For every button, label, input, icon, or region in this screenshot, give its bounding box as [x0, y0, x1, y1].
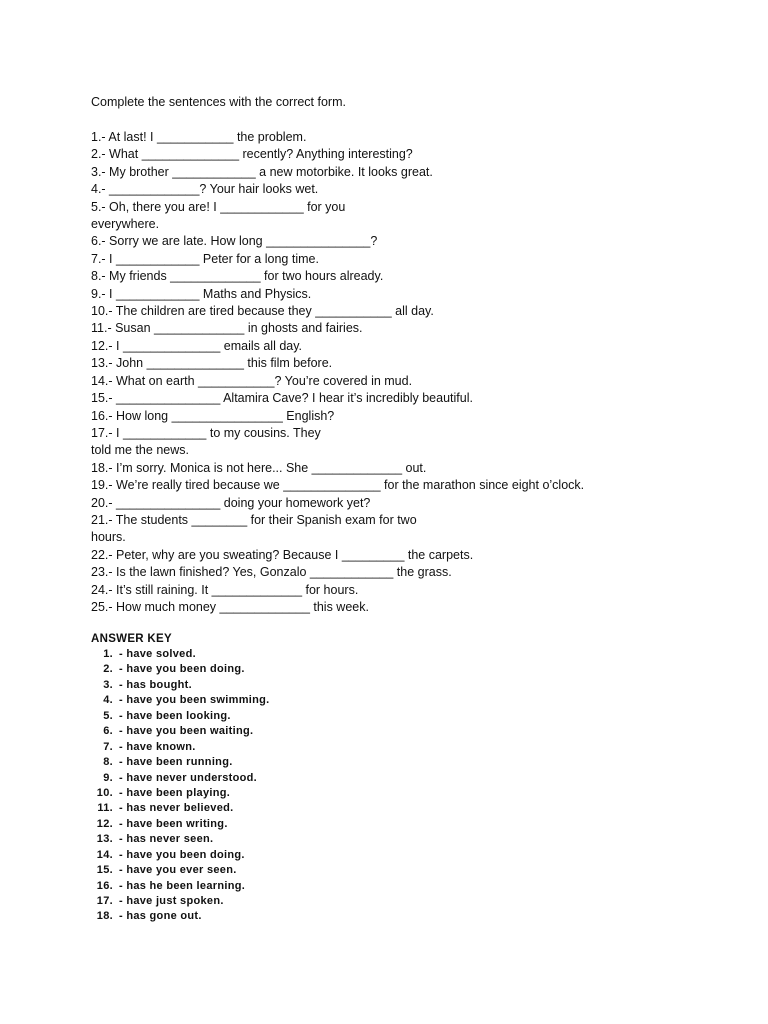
answer-item: [91, 786, 491, 801]
answer-item: [91, 863, 491, 878]
question-line: 15.- _______________ Altamira Cave? I hear it’s incredibly beautiful.: [91, 391, 473, 406]
answer-text: - have been writing.: [119, 817, 228, 830]
answer-number: 13.: [96, 833, 113, 846]
answer-text: - have you been waiting.: [119, 725, 254, 738]
question-line: 1.- At last! I ___________ the problem.: [91, 130, 307, 144]
question-line: 5.- Oh, there you are! I ____________ for you: [91, 199, 346, 214]
answer-item: [91, 693, 491, 708]
answer-text: - have you ever seen.: [119, 864, 237, 877]
answer-number: 2.: [103, 663, 113, 676]
answer-item: [91, 740, 491, 755]
answer-number: 1.: [103, 648, 113, 660]
answer-item: [91, 894, 491, 909]
answer-text: - have you been doing.: [119, 848, 245, 861]
question-line: everywhere.: [91, 217, 160, 232]
question-line: 20.- _______________ doing your homework yet?: [91, 495, 371, 510]
answer-item: [91, 724, 491, 739]
question-line: 19.- We’re really tired because we ______________ for the marathon since eight o’clock.: [91, 478, 585, 493]
answer-text: - have you been doing.: [119, 663, 245, 676]
question-line: 14.- What on earth ___________? You’re covered in mud.: [91, 373, 413, 388]
question-line: 9.- I ____________ Maths and Physics.: [91, 286, 312, 301]
answer-text: - has never seen.: [119, 833, 214, 846]
answer-text: - have been looking.: [119, 709, 231, 722]
answer-key-list: [91, 647, 491, 925]
answer-item: [91, 662, 491, 677]
answer-number: 3.: [103, 678, 113, 691]
answer-number: 12.: [96, 817, 113, 830]
question-line: 11.- Susan _____________ in ghosts and fairies.: [91, 321, 363, 336]
instructions-text: Complete the sentences with the correct form.: [91, 95, 346, 109]
answer-number: 6.: [103, 725, 113, 738]
answer-item: [91, 909, 491, 924]
question-line: told me the news.: [91, 443, 189, 458]
answer-number: 11.: [97, 802, 113, 815]
question-line: 17.- I ____________ to my cousins. They: [91, 425, 321, 440]
question-line: 4.- _____________? Your hair looks wet.: [91, 182, 319, 197]
answer-text: - have been playing.: [119, 786, 231, 799]
question-line: 3.- My brother ____________ a new motorbike. It looks great.: [91, 164, 433, 179]
question-line: 24.- It’s still raining. It _____________ for hours.: [91, 582, 359, 597]
answer-text: - have never understood.: [119, 771, 258, 784]
question-line: 2.- What ______________ recently? Anything interesting?: [91, 147, 413, 162]
questions-list: [91, 129, 691, 616]
answer-text: - have known.: [119, 740, 196, 753]
answer-item: [91, 755, 491, 770]
answer-number: 4.: [103, 694, 113, 707]
answer-text: - have you been swimming.: [119, 694, 270, 707]
question-line: hours.: [91, 530, 126, 545]
question-line: 21.- The students ________ for their Spanish exam for two: [91, 512, 417, 527]
question-line: 25.- How much money _____________ this week.: [91, 599, 369, 614]
answer-item: [91, 817, 491, 832]
answer-item: [91, 801, 491, 816]
answer-text: - have just spoken.: [119, 895, 224, 907]
answer-number: 14.: [96, 848, 113, 861]
question-line: 16.- How long ________________ English?: [91, 408, 335, 423]
answer-number: 10.: [96, 786, 113, 799]
answer-key-title: ANSWER KEY: [91, 633, 172, 645]
answer-item: [91, 848, 491, 863]
answer-text: - has never believed.: [119, 802, 234, 815]
answer-number: 16.: [96, 879, 113, 892]
question-line: 22.- Peter, why are you sweating? Because I _________ the carpets.: [91, 547, 474, 562]
answer-item: [91, 879, 491, 894]
answer-number: 8.: [103, 756, 113, 769]
question-line: 13.- John ______________ this film before.: [91, 356, 333, 371]
answer-number: 5.: [103, 709, 113, 722]
answer-number: 18.: [96, 910, 113, 923]
answer-item: [91, 647, 491, 662]
answer-text: - has gone out.: [119, 910, 202, 923]
answer-number: 17.: [96, 895, 113, 907]
answer-item: [91, 678, 491, 693]
question-line: 10.- The children are tired because they ___________ all day.: [91, 304, 434, 319]
question-line: 18.- I’m sorry. Monica is not here... She _____________ out.: [91, 460, 427, 475]
question-line: 6.- Sorry we are late. How long _______________?: [91, 234, 378, 249]
answer-item: [91, 771, 491, 786]
question-line: 23.- Is the lawn finished? Yes, Gonzalo ____________ the grass.: [91, 565, 452, 580]
answer-number: 7.: [103, 740, 113, 753]
answer-text: - have been running.: [119, 756, 233, 769]
answer-text: - has bought.: [119, 678, 192, 691]
answer-item: [91, 832, 491, 847]
question-line: 7.- I ____________ Peter for a long time.: [91, 251, 319, 266]
answer-number: 15.: [96, 864, 113, 877]
question-line: 8.- My friends _____________ for two hours already.: [91, 269, 384, 284]
question-line: 12.- I ______________ emails all day.: [91, 338, 303, 353]
answer-text: - has he been learning.: [119, 879, 246, 892]
answer-number: 9.: [103, 771, 113, 784]
answer-item: [91, 709, 491, 724]
answer-text: - have solved.: [119, 648, 196, 660]
